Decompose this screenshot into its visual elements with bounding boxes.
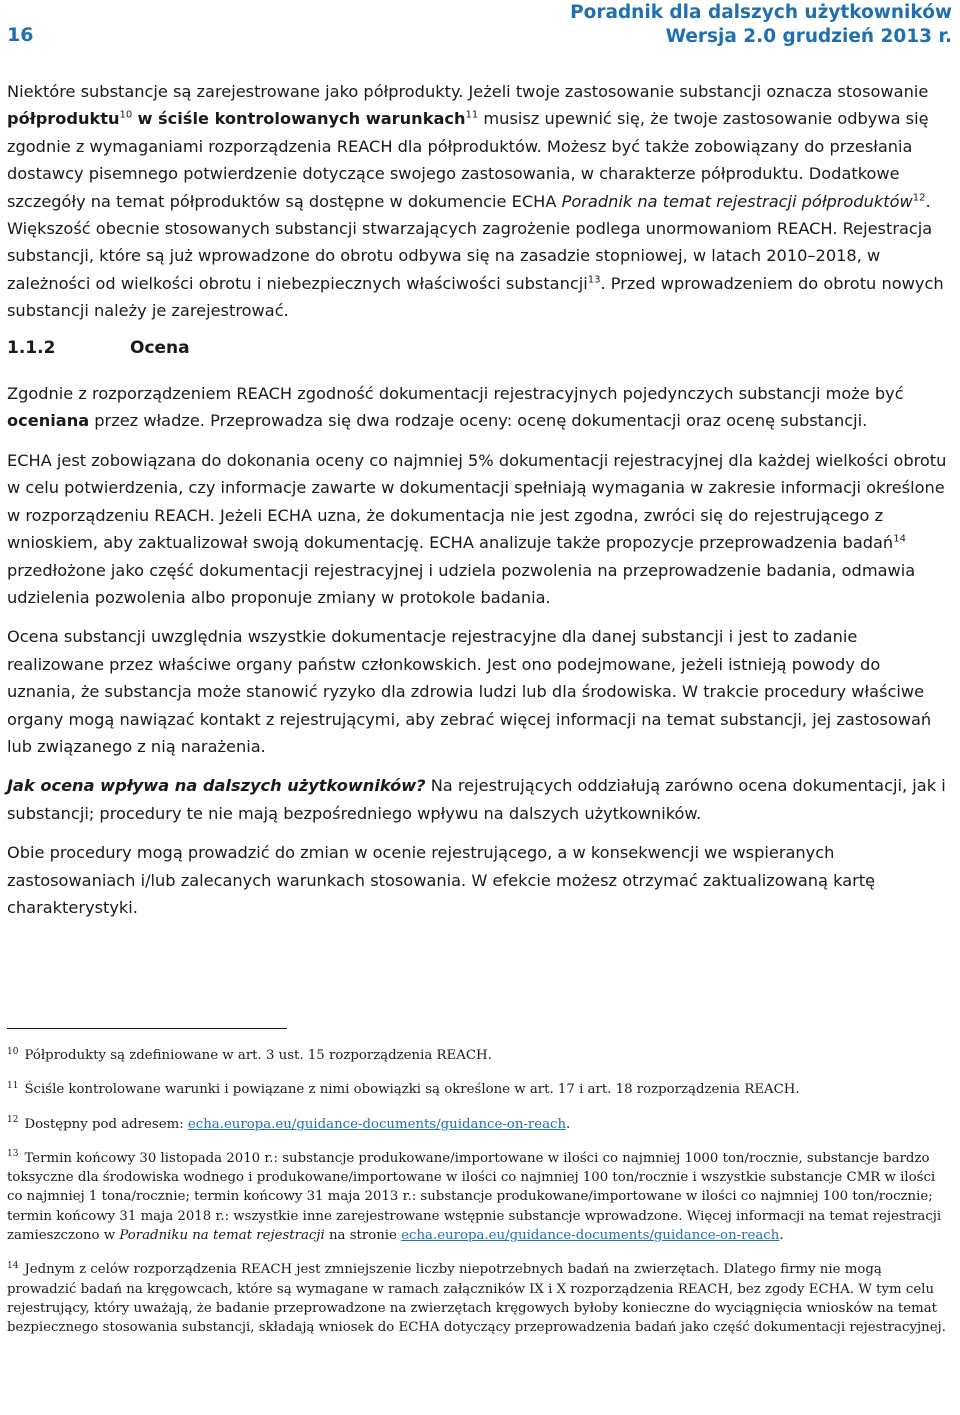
footnote-12	[7, 1115, 953, 1134]
footnote-text: .	[566, 1116, 571, 1132]
section-title: Ocena	[130, 337, 190, 358]
footnote-number: 12	[7, 1115, 19, 1126]
guidance-link[interactable]: echa.europa.eu/guidance-documents/guidance-on-reach	[401, 1228, 780, 1244]
paragraph-evaluation	[7, 380, 953, 435]
text-run: przez władze. Przeprowadza się dwa rodzaje oceny: ocenę dokumentacji oraz ocenę substancji.	[89, 411, 868, 431]
document-version: Wersja 2.0 grudzień 2013 r.	[665, 26, 952, 47]
paragraph-dossier-evaluation	[7, 447, 953, 611]
main-text	[7, 78, 953, 921]
footnote-number: 10	[7, 1046, 19, 1057]
footnote-text: .	[779, 1228, 784, 1244]
guidance-title: Poradniku na temat rejestracji	[119, 1228, 325, 1244]
question-heading: Jak ocena wpływa na dalszych użytkowników?	[7, 776, 426, 796]
text-run: Zgodnie z rozporządzeniem REACH zgodność dokumentacji rejestracyjnych pojedynczych substancji może być	[7, 384, 904, 404]
footnote-ref-10[interactable]: 10	[119, 110, 133, 122]
term-strictly-controlled: w ściśle kontrolowanych warunkach	[137, 109, 466, 129]
footnote-ref-13[interactable]: 13	[587, 274, 601, 286]
page-number: 16	[7, 24, 34, 46]
paragraph-impact	[7, 772, 953, 827]
footnote-separator	[7, 1028, 287, 1029]
footnote-14	[7, 1260, 953, 1337]
text-run: . Większość obecnie stosowanych substancji stwarzających zagrożenie podlega unormowaniom REACH. Rejestracja substancji, które są już wprowadzone do obrotu odbywa się na zasadzie stopniowej, w latach 2010–2018, w zależności od wielkości obrotu i niebezpiecznych właściwości substancji	[7, 191, 933, 293]
footnote-10	[7, 1046, 953, 1065]
text-run: Na rejestrujących oddziałują zarówno ocena dokumentacji, jak i substancji; procedury te nie mają bezpośredniego wpływu na dalszych użytkowników.	[7, 776, 946, 823]
text-run: . Przed wprowadzeniem do obrotu nowych substancji należy je zarejestrować.	[7, 273, 944, 321]
text-run: Niektóre substancje są zarejestrowane jako półprodukty. Jeżeli twoje zastosowanie substancji oznacza stosowanie	[7, 82, 929, 101]
footnote-ref-14[interactable]: 14	[893, 533, 906, 545]
page-header	[570, 1, 952, 49]
footnotes	[7, 1046, 953, 1353]
footnote-ref-11[interactable]: 11	[465, 110, 479, 122]
footnote-text: Półprodukty są zdefiniowane w art. 3 ust. 15 rozporządzenia REACH.	[24, 1048, 492, 1063]
document-title: Poradnik dla dalszych użytkowników	[570, 2, 952, 23]
footnote-ref-12[interactable]: 12	[912, 192, 926, 204]
footnote-number: 11	[7, 1080, 19, 1091]
section-number: 1.1.2	[7, 337, 56, 358]
footnote-text: na stronie	[324, 1228, 402, 1244]
guidance-title: Poradnik na temat rejestracji półproduktów	[561, 191, 913, 211]
footnote-13	[7, 1149, 953, 1245]
paragraph-substance-evaluation: Ocena substancji uwzględnia wszystkie dokumentacje rejestracyjne dla danej substancji i jest to zadanie realizowane przez właściwe organy państw członkowskich. Jest ono podejmowane, jeżeli istnieją powody do uznania, że substancja może stanowić ryzyko dla zdrowia ludzi lub dla środowiska. W trakcie procedury właściwe organy mogą nawiązać kontakt z rejestrującymi, aby zebrać więcej informacji na temat substancji, jej zastosowań lub związanego z nią narażenia.	[7, 627, 932, 756]
term-evaluated: oceniana	[7, 411, 90, 431]
footnote-text: Jednym z celów rozporządzenia REACH jest zmniejszenie liczby niepotrzebnych badań na zwierzętach. Dlatego firmy nie mogą prowadzić badań na kręgowcach, które są wymagane w ramach załączników IX i X rozporządzenia REACH, bez zgody ECHA. W tym celu rejestrujący, który uważają, że badanie przeprowadzone na zwierzętach kręgowych byłoby konieczne do wyciągnięcia wniosków na temat bezpiecznego stosowania substancji, składają wniosek do ECHA dotyczący przeprowadzenia badań jako część dokumentacji rejestracyjnej.	[7, 1262, 946, 1336]
text-run: musisz upewnić się, że twoje zastosowanie odbywa się zgodnie z wymaganiami rozporządzenia REACH dla półproduktów. Możesz być także zobowiązany do przesłania dostawcy pisemnego potwierdzenie dotyczące swojego zastosowania, w charakterze półproduktu. Dodatkowe szczegóły na temat półproduktów są dostępne w dokumencie ECHA	[7, 109, 929, 211]
footnote-text: Ściśle kontrolowane warunki i powiązane z nimi obowiązki są określone w art. 17 i art. 18 rozporządzenia REACH.	[24, 1082, 800, 1098]
footnote-text: Dostępny pod adresem:	[24, 1116, 188, 1132]
footnote-11	[7, 1080, 953, 1099]
term-intermediate: półproduktu	[7, 109, 120, 129]
paragraph-consequences: Obie procedury mogą prowadzić do zmian w ocenie rejestrującego, a w konsekwencji we wspieranych zastosowaniach i/lub zalecanych warunkach stosowania. W efekcie możesz otrzymać zaktualizowaną kartę charakterystyki.	[7, 843, 876, 917]
section-heading	[7, 335, 953, 362]
footnote-number: 13	[7, 1149, 19, 1160]
text-run: ECHA jest zobowiązana do dokonania oceny co najmniej 5% dokumentacji rejestracyjnej dla każdej wielkości obrotu w celu potwierdzenia, czy informacje zawarte w dokumentacji spełniają wymagania w zakresie informacji określone w rozporządzeniu REACH. Jeżeli ECHA uzna, że dokumentacja nie jest zgodna, zwróci się do rejestrującego z wnioskiem, aby zaktualizował swoją dokumentację. ECHA analizuje także propozycje przeprowadzenia badań	[7, 450, 947, 553]
footnote-number: 14	[7, 1260, 19, 1271]
footnote-text: Termin końcowy 30 listopada 2010 r.: substancje produkowane/importowane w ilości co najmniej 1000 ton/rocznie, substancje bardzo toksyczne dla środowiska wodnego i produkowane/importowane w ilości co najmniej 100 ton/rocznie i wszystkie substancje CMR w ilości co najmniej 1 tona/rocznie; termin końcowy 31 maja 2013 r.: substancje produkowane/importowane w ilości co najmniej 100 ton/rocznie; termin końcowy 31 maja 2018 r.: wszystkie inne zarejestrowane wstępnie substancje wprowadzone. Więcej informacji na temat rejestracji zamieszczono w	[7, 1150, 942, 1244]
guidance-link[interactable]: echa.europa.eu/guidance-documents/guidance-on-reach	[187, 1116, 567, 1132]
text-run: przedłożone jako część dokumentacji rejestracyjnej i udziela pozwolenia na przeprowadzenie badania, odmawia udzielenia pozwolenia albo proponuje zmiany w protokole badania.	[7, 560, 916, 607]
paragraph-intermediates	[7, 78, 953, 325]
